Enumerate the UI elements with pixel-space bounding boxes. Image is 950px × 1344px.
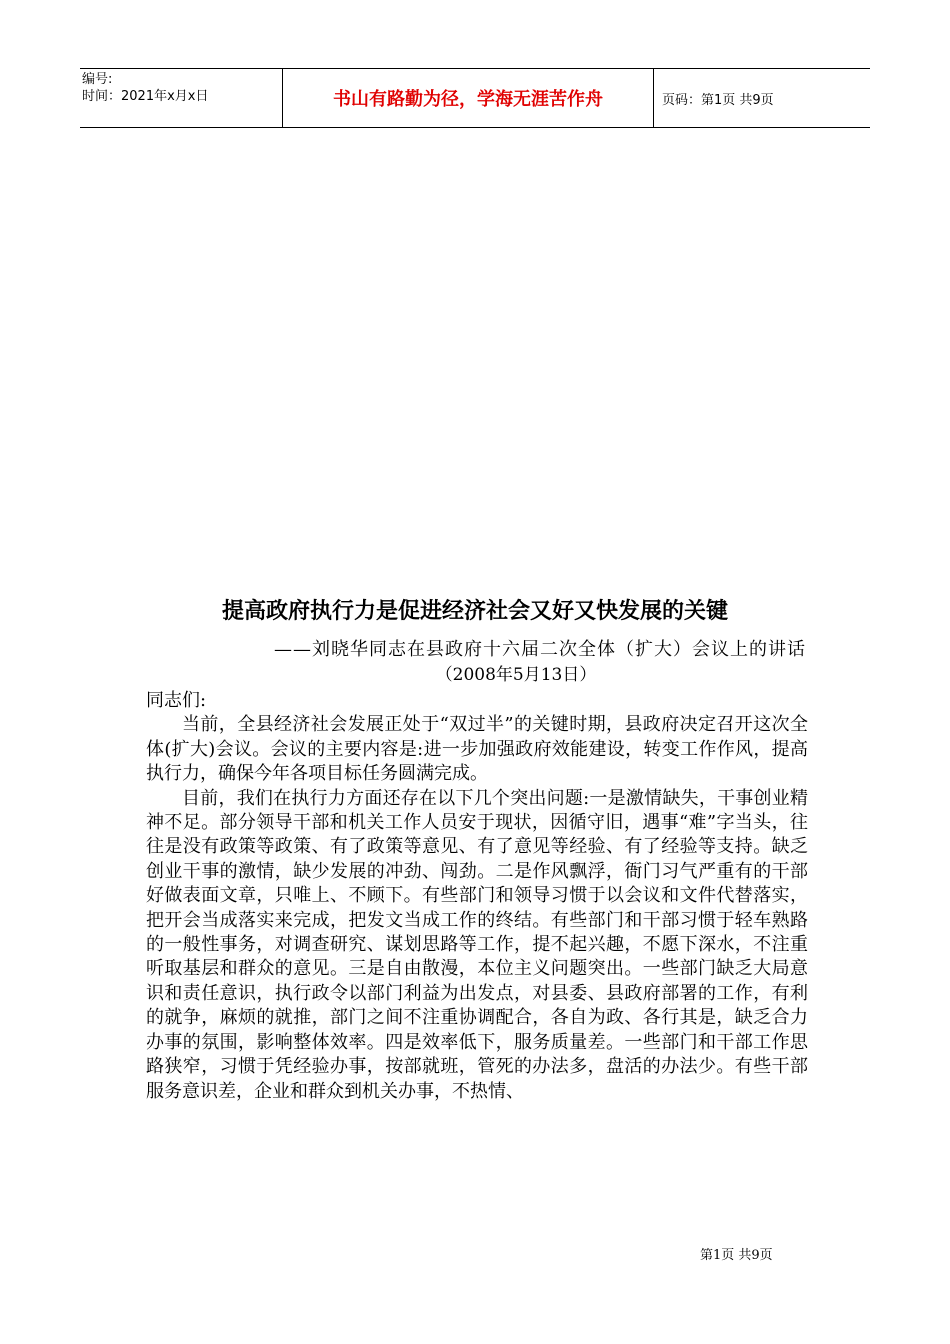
page-footer: 第1页 共9页 — [700, 1248, 773, 1263]
document-date: （2008年5月13日） — [435, 665, 597, 685]
document-body — [146, 689, 808, 1104]
header-motto: 书山有路勤为径，学海无涯苦作舟 — [282, 69, 654, 127]
header-meta — [80, 69, 282, 127]
body-paragraph: 当前，全县经济社会发展正处于“双过半”的关键时期，县政府决定召开这次全体(扩大)会议。会议的主要内容是:进一步加强政府效能建设，转变工作作风，提高执行力，确保今年各项目标任务圆满完成。 — [146, 714, 808, 785]
salutation: 同志们: — [146, 690, 207, 711]
body-paragraph: 目前，我们在执行力方面还存在以下几个突出问题:一是激情缺失，干事创业精神不足。部分领导干部和机关工作人员安于现状，因循守旧，遇事“难”字当头，往往是没有政策等政策、有了政策等意见、有了意见等经验、有了经验等支持。缺乏创业干事的激情，缺少发展的冲劲、闯劲。二是作风飘浮，衙门习气严重有的干部好做表面文章，只唯上、不顾下。有些部门和领导习惯于以会议和文件代替落实，把开会当成落实来完成，把发文当成工作的终结。有些部门和干部习惯于轻车熟路的一般性事务，对调查研究、谋划思路等工作，提不起兴趣，不愿下深水，不注重听取基层和群众的意见。三是自由散漫，本位主义问题突出。一些部门缺乏大局意识和责任意识，执行政令以部门利益为出发点，对县委、县政府部署的工作，有利的就争，麻烦的就推，部门之间不注重协调配合，各自为政、各行其是，缺乏合力办事的氛围，影响整体效率。四是效率低下，服务质量差。一些部门和干部工作思路狭窄，习惯于凭经验办事，按部就班，管死的办法多，盘活的办法少。有些干部服务意识差，企业和群众到机关办事，不热情、 — [146, 787, 808, 1102]
header-page-number: 页码：第1页 共9页 — [662, 92, 774, 108]
document-subtitle: ——刘晓华同志在县政府十六届二次全体（扩大）会议上的讲话 — [274, 639, 806, 660]
document-title: 提高政府执行力是促进经济社会又好又快发展的关键 — [221, 599, 728, 624]
document-number-label: 编号: — [82, 72, 113, 87]
document-time-label: 时间：2021年x月x日 — [82, 89, 209, 104]
page-header — [80, 68, 870, 128]
